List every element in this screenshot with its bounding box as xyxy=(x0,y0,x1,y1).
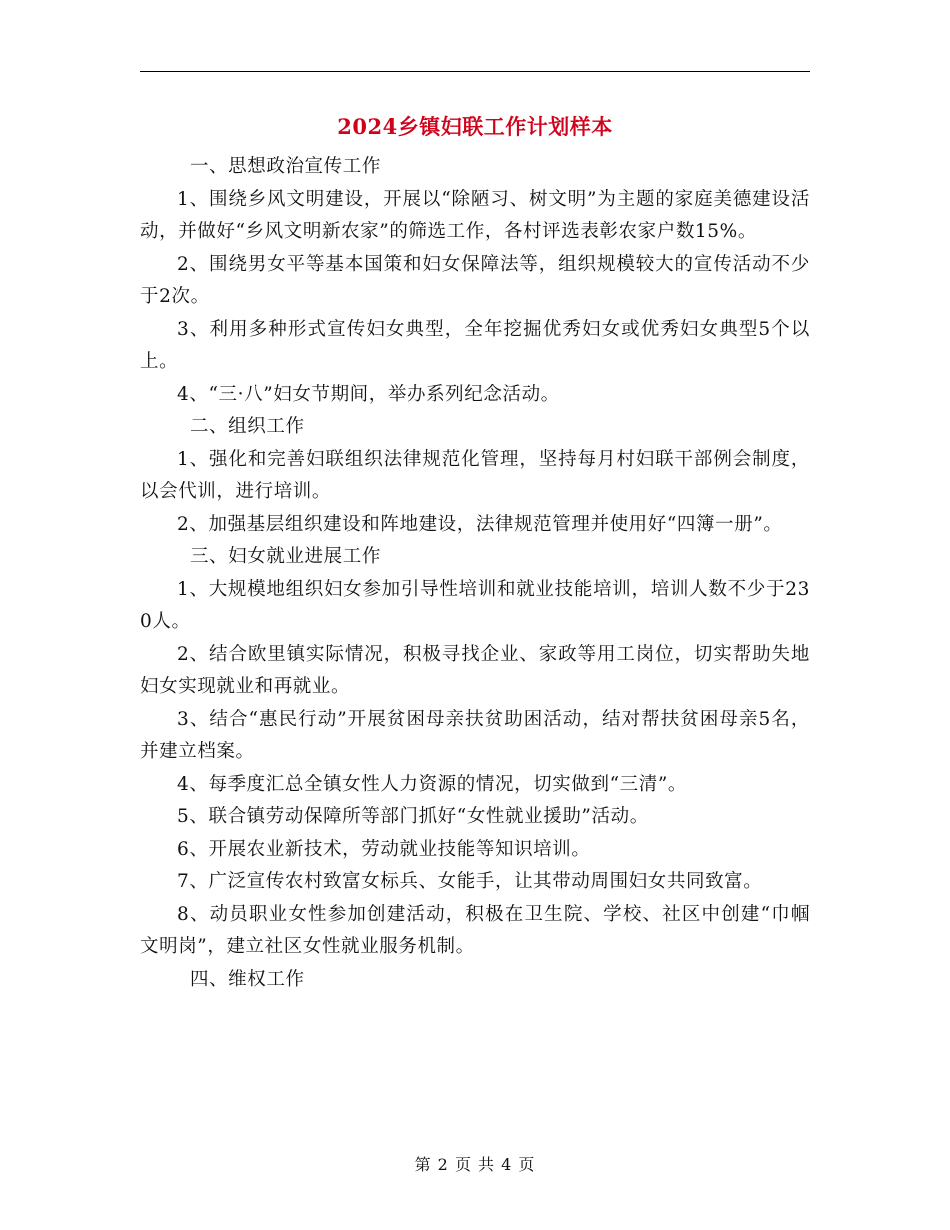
paragraph: 2、加强基层组织建设和阵地建设，法律规范管理并使用好“四簿一册”。 xyxy=(177,513,783,535)
section-heading: 四、维权工作 xyxy=(189,968,305,990)
paragraph: 4、每季度汇总全镇女性人力资源的情况，切实做到“三清”。 xyxy=(177,773,687,795)
paragraph: 3、结合“惠民行动”开展贫困母亲扶贫助困活动，结对帮扶贫困母亲5名，并建立档案。 xyxy=(140,708,810,762)
paragraph: 3、利用多种形式宣传妇女典型，全年挖掘优秀妇女或优秀妇女典型5个以上。 xyxy=(140,318,810,372)
document-title: 2024乡镇妇联工作计划样本 xyxy=(337,114,613,139)
header-rule xyxy=(140,71,810,72)
paragraph: 6、开展农业新技术，劳动就业技能等知识培训。 xyxy=(177,838,591,860)
section-heading: 一、思想政治宣传工作 xyxy=(189,156,381,177)
paragraph: 1、大规模地组织妇女参加引导性培训和就业技能培训，培训人数不少于230人。 xyxy=(140,578,810,632)
paragraph: 2、围绕男女平等基本国策和妇女保障法等，组织规模较大的宣传活动不少于2次。 xyxy=(140,253,810,307)
document-body xyxy=(140,151,810,996)
page-number-footer: 第 2 页 共 4 页 xyxy=(414,1155,536,1174)
paragraph: 5、联合镇劳动保障所等部门抓好“女性就业援助”活动。 xyxy=(177,806,649,827)
paragraph: 1、围绕乡风文明建设，开展以“除陋习、树文明”为主题的家庭美德建设活动，并做好“乡风文明新农家”的筛选工作，各村评选表彰农家户数15%。 xyxy=(140,188,810,242)
paragraph: 8、动员职业女性参加创建活动，积极在卫生院、学校、社区中创建“巾帼文明岗”，建立社区女性就业服务机制。 xyxy=(140,903,810,957)
paragraph: 7、广泛宣传农村致富女标兵、女能手，让其带动周围妇女共同致富。 xyxy=(177,871,763,892)
paragraph: 4、“三·八”妇女节期间，举办系列纪念活动。 xyxy=(177,383,560,405)
paragraph: 2、结合欧里镇实际情况，积极寻找企业、家政等用工岗位，切实帮助失地妇女实现就业和再就业。 xyxy=(140,643,810,697)
section-heading: 三、妇女就业进展工作 xyxy=(189,546,381,567)
section-heading: 二、组织工作 xyxy=(189,416,305,437)
paragraph: 1、强化和完善妇联组织法律规范化管理，坚持每月村妇联干部例会制度，以会代训，进行培训。 xyxy=(140,448,810,502)
